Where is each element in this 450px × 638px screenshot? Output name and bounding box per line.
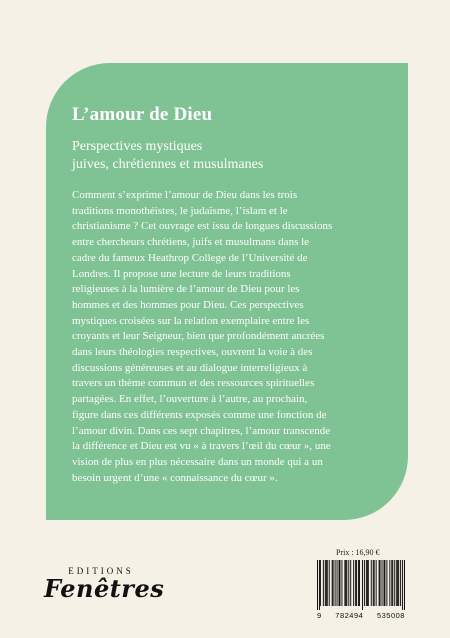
barcode-bar: [373, 560, 374, 606]
barcode-bar: [371, 560, 372, 606]
barcode-bar: [335, 560, 336, 606]
barcode-bar: [326, 560, 327, 606]
barcode-bar: [319, 560, 320, 610]
barcode-bar: [392, 560, 393, 606]
isbn-barcode: [317, 560, 405, 622]
blurb-line: partagées. En effet, l’ouverture à l’autre, au prochain,: [72, 393, 308, 406]
barcode-bar: [358, 560, 359, 606]
barcode-bar: [344, 560, 345, 606]
barcode-bar: [362, 560, 363, 610]
blurb-line: Comment s’exprime l’amour de Dieu dans les trois: [72, 189, 298, 201]
barcode-bar: [345, 560, 346, 606]
publisher-logo: [44, 566, 165, 603]
barcode-group-2: 535008: [376, 611, 405, 620]
barcode-bar: [398, 560, 399, 606]
barcode-bar: [356, 560, 357, 606]
barcode-bar: [376, 560, 377, 606]
barcode-bar: [339, 560, 340, 606]
blurb-line: besoin urgent d’une « connaissance du cœur ».: [72, 471, 278, 484]
barcode-number: [317, 611, 405, 620]
blurb-line: l’amour divin. Dans ces sept chapitres, l’amour transcende: [72, 424, 331, 437]
publisher-label: EDITIONS: [68, 566, 134, 576]
barcode-bar: [367, 560, 368, 606]
blurb-line: la différence et Dieu est vu « à travers l’œil du cœur », une: [72, 440, 331, 453]
book-title: L’amour de Dieu: [72, 104, 213, 125]
blurb-line: vision de plus en plus nécessaire dans un monde qui a un: [72, 455, 323, 468]
barcode-bar: [332, 560, 333, 606]
blurb-line: hommes et des hommes pour Dieu. Ces perspectives: [72, 298, 304, 311]
barcode-bar: [337, 560, 338, 606]
blurb-line: cadre du fameux Heathrop College de l’Université de: [72, 251, 308, 264]
price-label: Prix : 16,90 €: [336, 548, 380, 557]
barcode-bar: [366, 560, 367, 606]
barcode-bar: [364, 560, 365, 606]
barcode-bar: [391, 560, 392, 606]
blurb-line: christianisme ? Cet ouvrage est issu de longues discussions: [72, 220, 333, 233]
blurb-line: travers un thème commun et des ressources spirituelles: [72, 377, 315, 390]
blurb-line: mystiques croisées sur la relation exemplaire entre les: [72, 314, 310, 327]
subtitle-line: juives, chrétiennes et musulmanes: [72, 157, 264, 172]
barcode-bar: [346, 560, 347, 606]
barcode-group-1: 782494: [335, 611, 364, 620]
barcode-bar: [359, 560, 360, 606]
subtitle-line: Perspectives mystiques: [72, 139, 203, 154]
barcode-bar: [379, 560, 380, 606]
barcode-bar: [327, 560, 328, 606]
barcode-bar: [325, 560, 326, 606]
barcode-bar: [397, 560, 398, 606]
publisher-name: Fenêtres: [44, 574, 165, 603]
blurb-line: Londres. Il propose une lecture de leurs traditions: [72, 267, 291, 280]
barcode-bar: [355, 560, 356, 606]
barcode-bar: [402, 560, 403, 610]
barcode-bar: [329, 560, 330, 606]
blurb-line: traditions monothéistes, le judaïsme, l’islam et le: [72, 204, 288, 217]
barcode-bar: [394, 560, 395, 606]
barcode-bar: [339, 560, 340, 606]
blurb-line: figure dans ces différents exposés comme une fonction de: [72, 408, 327, 421]
barcode-bar: [341, 560, 342, 606]
barcode-bar: [382, 560, 383, 606]
barcode-bar: [400, 560, 401, 606]
blurb-line: dans leurs théologies respectives, ouvrent la voie à des: [72, 346, 313, 359]
blurb-line: entre chercheurs chrétiens, juifs et musulmans dans le: [72, 236, 310, 249]
barcode-bar: [323, 560, 324, 606]
book-subtitle: [72, 138, 263, 174]
barcode-bar: [383, 560, 384, 606]
blurb-line: religieuses à la lumière de l’amour de Dieu pour les: [72, 283, 300, 296]
book-blurb: [72, 188, 394, 486]
barcode-bar: [317, 560, 318, 610]
barcode-first-digit: 9: [317, 611, 322, 620]
barcode-bar: [374, 560, 375, 606]
barcode-bar: [404, 560, 405, 610]
barcode-bar: [350, 560, 351, 606]
barcode-bars: [317, 560, 405, 610]
barcode-bar: [348, 560, 349, 606]
barcode-bar: [368, 560, 369, 606]
barcode-bar: [384, 560, 385, 606]
barcode-bar: [353, 560, 354, 606]
blurb-line: croyants et leur Seigneur, bien que profondément ancrées: [72, 330, 325, 343]
blurb-line: discussions généreuses et au dialogue interreligieux à: [72, 361, 308, 374]
barcode-bar: [389, 560, 390, 606]
barcode-bar: [396, 560, 397, 606]
barcode-bar: [320, 560, 321, 606]
barcode-bar: [386, 560, 387, 606]
barcode-bar: [380, 560, 381, 606]
barcode-bar: [333, 560, 334, 606]
